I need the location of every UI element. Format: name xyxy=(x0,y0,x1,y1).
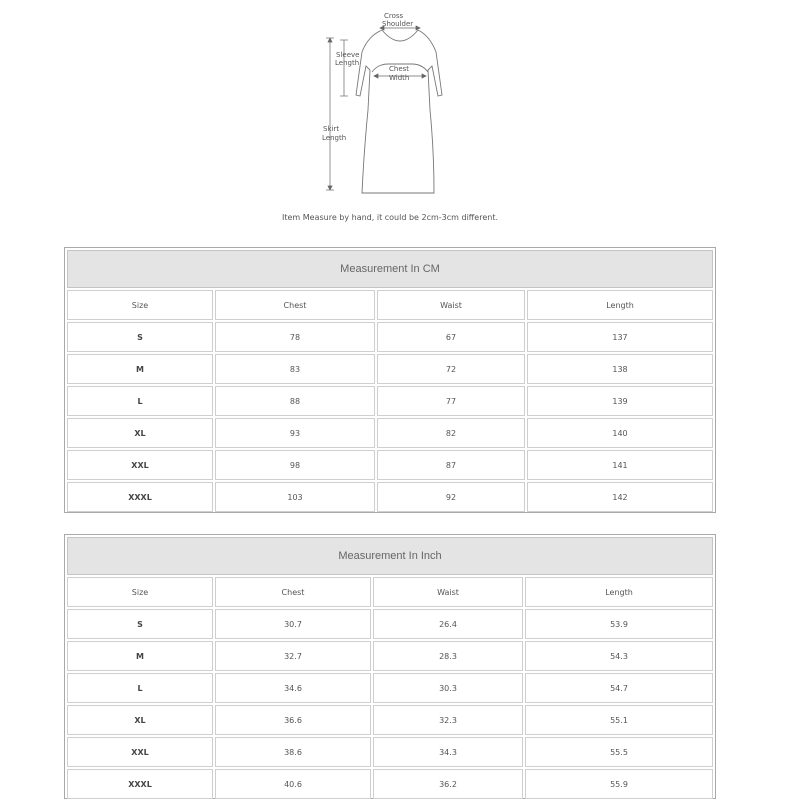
length-cell: 140 xyxy=(527,418,713,448)
skirt-length-label-2: Length xyxy=(322,134,347,142)
header-size: Size xyxy=(67,577,213,607)
table-header-row xyxy=(67,290,713,320)
waist-cell: 32.3 xyxy=(373,705,523,735)
chest-cell: 32.7 xyxy=(215,641,371,671)
chest-cell: 30.7 xyxy=(215,609,371,639)
size-cell: M xyxy=(67,354,213,384)
size-cell: XL xyxy=(67,705,213,735)
size-cell: S xyxy=(67,609,213,639)
dress-outline-icon xyxy=(300,0,500,205)
waist-cell: 92 xyxy=(377,482,525,512)
table-row xyxy=(67,418,713,448)
length-cell: 139 xyxy=(527,386,713,416)
table-row xyxy=(67,705,713,735)
chest-width-label-1: Chest xyxy=(389,65,410,73)
chest-cell: 78 xyxy=(215,322,375,352)
table-row xyxy=(67,322,713,352)
chest-cell: 38.6 xyxy=(215,737,371,767)
table-title: Measurement In CM xyxy=(67,250,713,288)
length-cell: 55.1 xyxy=(525,705,713,735)
measurement-inch-table xyxy=(64,534,716,799)
cross-shoulder-label-1: Cross xyxy=(384,12,404,20)
dress-measurement-diagram xyxy=(300,0,500,205)
size-cell: XXL xyxy=(67,450,213,480)
size-cell: L xyxy=(67,673,213,703)
waist-cell: 28.3 xyxy=(373,641,523,671)
chest-cell: 98 xyxy=(215,450,375,480)
measurement-note: Item Measure by hand, it could be 2cm-3cm different. xyxy=(281,213,499,222)
size-cell: XXL xyxy=(67,737,213,767)
chest-width-label-2: Width xyxy=(389,74,410,82)
waist-cell: 87 xyxy=(377,450,525,480)
table-row xyxy=(67,737,713,767)
table-row xyxy=(67,609,713,639)
header-chest: Chest xyxy=(215,290,375,320)
chest-cell: 83 xyxy=(215,354,375,384)
header-waist: Waist xyxy=(377,290,525,320)
header-length: Length xyxy=(525,577,713,607)
size-cell: M xyxy=(67,641,213,671)
length-cell: 53.9 xyxy=(525,609,713,639)
chest-cell: 40.6 xyxy=(215,769,371,799)
size-cell: XXXL xyxy=(67,769,213,799)
table-title: Measurement In Inch xyxy=(67,537,713,575)
waist-cell: 67 xyxy=(377,322,525,352)
waist-cell: 77 xyxy=(377,386,525,416)
length-cell: 55.9 xyxy=(525,769,713,799)
size-cell: XXXL xyxy=(67,482,213,512)
table-row xyxy=(67,673,713,703)
length-cell: 137 xyxy=(527,322,713,352)
sleeve-length-label-1: Sleeve xyxy=(336,51,360,59)
sleeve-length-label-2: Length xyxy=(335,59,360,67)
length-cell: 141 xyxy=(527,450,713,480)
header-chest: Chest xyxy=(215,577,371,607)
length-cell: 142 xyxy=(527,482,713,512)
size-cell: S xyxy=(67,322,213,352)
cross-shoulder-label-2: Shoulder xyxy=(382,20,414,28)
table-row xyxy=(67,482,713,512)
waist-cell: 82 xyxy=(377,418,525,448)
chest-cell: 34.6 xyxy=(215,673,371,703)
size-cell: L xyxy=(67,386,213,416)
chest-cell: 103 xyxy=(215,482,375,512)
chest-cell: 36.6 xyxy=(215,705,371,735)
waist-cell: 72 xyxy=(377,354,525,384)
header-length: Length xyxy=(527,290,713,320)
length-cell: 138 xyxy=(527,354,713,384)
table-header-row xyxy=(67,577,713,607)
waist-cell: 26.4 xyxy=(373,609,523,639)
length-cell: 55.5 xyxy=(525,737,713,767)
chest-cell: 93 xyxy=(215,418,375,448)
table-row xyxy=(67,450,713,480)
length-cell: 54.7 xyxy=(525,673,713,703)
waist-cell: 30.3 xyxy=(373,673,523,703)
table-row xyxy=(67,769,713,799)
table-row xyxy=(67,354,713,384)
length-cell: 54.3 xyxy=(525,641,713,671)
measurement-cm-table xyxy=(64,247,716,513)
size-cell: XL xyxy=(67,418,213,448)
table-row xyxy=(67,641,713,671)
header-waist: Waist xyxy=(373,577,523,607)
header-size: Size xyxy=(67,290,213,320)
waist-cell: 34.3 xyxy=(373,737,523,767)
skirt-length-label-1: Skirt xyxy=(323,125,340,133)
waist-cell: 36.2 xyxy=(373,769,523,799)
chest-cell: 88 xyxy=(215,386,375,416)
table-row xyxy=(67,386,713,416)
